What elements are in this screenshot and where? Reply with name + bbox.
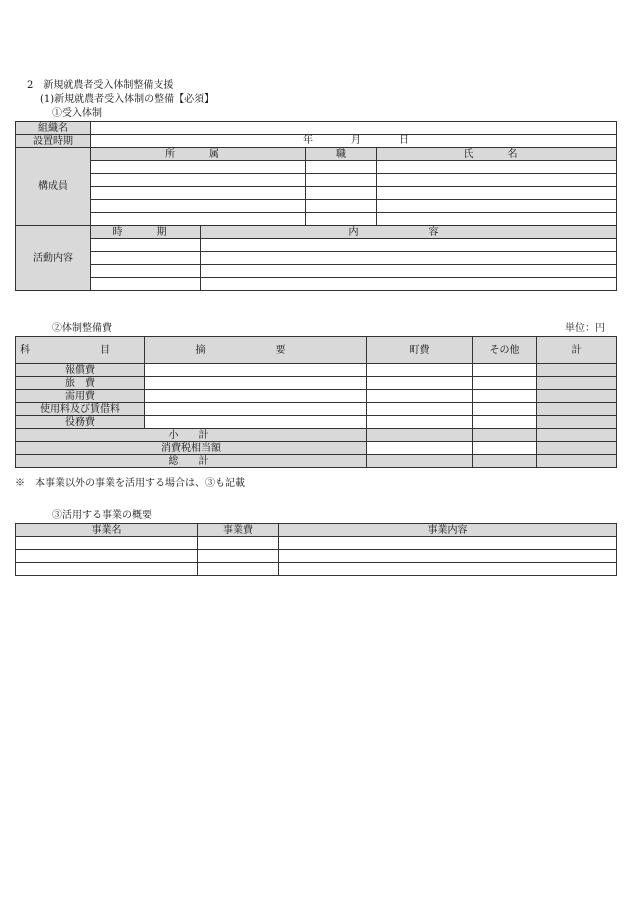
project-name-cell[interactable] — [16, 537, 198, 550]
expense-other-cell[interactable] — [473, 377, 537, 390]
expense-row-label: 旅 費 — [16, 377, 145, 390]
project-cost-cell[interactable] — [198, 550, 279, 563]
subtotal-town-cell — [367, 429, 473, 442]
expense-other-cell[interactable] — [473, 364, 537, 377]
expense-town-cell[interactable] — [367, 377, 473, 390]
subsection-title: (1)新規就農者受入体制の整備【必須】 — [40, 94, 215, 105]
project-name-cell[interactable] — [16, 550, 198, 563]
expense-other-cell[interactable] — [473, 403, 537, 416]
member-name-cell[interactable] — [377, 174, 617, 187]
member-position-cell[interactable] — [306, 200, 377, 213]
part3-title: ③活用する事業の概要 — [52, 510, 152, 521]
project-content-cell[interactable] — [279, 537, 617, 550]
project-cost-cell[interactable] — [198, 537, 279, 550]
name-header: 氏 名 — [377, 148, 617, 161]
member-name-cell[interactable] — [377, 213, 617, 226]
activity-period-cell[interactable] — [91, 265, 201, 278]
activity-content-cell[interactable] — [201, 265, 617, 278]
expense-row-label: 役務費 — [16, 416, 145, 429]
reception-system-table — [15, 121, 617, 291]
expense-table — [15, 336, 617, 468]
project-content-cell[interactable] — [279, 563, 617, 576]
grand-total-label: 総 計 — [16, 455, 367, 468]
expense-town-cell[interactable] — [367, 416, 473, 429]
expense-other-cell[interactable] — [473, 390, 537, 403]
member-position-cell[interactable] — [306, 213, 377, 226]
expense-total-cell — [537, 416, 617, 429]
activity-period-cell[interactable] — [91, 278, 201, 291]
expense-town-cell[interactable] — [367, 403, 473, 416]
project-cost-cell[interactable] — [198, 563, 279, 576]
member-affiliation-cell[interactable] — [91, 200, 306, 213]
expense-summary-cell[interactable] — [145, 377, 367, 390]
project-name-cell[interactable] — [16, 563, 198, 576]
expense-summary-cell[interactable] — [145, 364, 367, 377]
activity-content-cell[interactable] — [201, 239, 617, 252]
expense-total-cell — [537, 364, 617, 377]
project-content-header: 事業内容 — [279, 524, 617, 537]
subtotal-other-cell — [473, 429, 537, 442]
day-label: 日 — [399, 135, 409, 146]
subject-header: 科 目 — [16, 337, 145, 364]
grand-total-other-cell — [473, 455, 537, 468]
member-affiliation-cell[interactable] — [91, 161, 306, 174]
project-cost-header: 事業費 — [198, 524, 279, 537]
expense-total-cell — [537, 390, 617, 403]
year-label: 年 — [303, 135, 313, 146]
content-header: 内 容 — [201, 226, 617, 239]
member-position-cell[interactable] — [306, 174, 377, 187]
expense-row-label: 使用料及び賃借料 — [16, 403, 145, 416]
activity-content-cell[interactable] — [201, 278, 617, 291]
month-label: 月 — [351, 135, 361, 146]
part2-title: ②体制整備費 — [52, 323, 112, 334]
tax-label: 消費税相当額 — [16, 442, 367, 455]
expense-summary-cell[interactable] — [145, 390, 367, 403]
tax-total-cell — [537, 442, 617, 455]
member-name-cell[interactable] — [377, 187, 617, 200]
grand-total-cell — [537, 455, 617, 468]
expense-town-cell[interactable] — [367, 390, 473, 403]
project-name-header: 事業名 — [16, 524, 198, 537]
member-affiliation-cell[interactable] — [91, 174, 306, 187]
expense-row-label: 報償費 — [16, 364, 145, 377]
other-header: その他 — [473, 337, 537, 364]
member-name-cell[interactable] — [377, 200, 617, 213]
expense-summary-cell[interactable] — [145, 403, 367, 416]
member-name-cell[interactable] — [377, 161, 617, 174]
note-text: ※ 本事業以外の事業を活用する場合は、③も記載 — [15, 478, 245, 489]
expense-row-label: 需用費 — [16, 390, 145, 403]
activity-period-cell[interactable] — [91, 252, 201, 265]
period-header: 時 期 — [91, 226, 201, 239]
setup-time-field[interactable] — [91, 135, 617, 148]
affiliation-header: 所 属 — [91, 148, 306, 161]
subtotal-label: 小 計 — [16, 429, 367, 442]
unit-label: 単位：円 — [565, 323, 605, 334]
tax-town-cell[interactable] — [367, 442, 473, 455]
org-name-label: 組織名 — [16, 122, 91, 135]
activity-content-cell[interactable] — [201, 252, 617, 265]
section-title: 2 新規就農者受入体制整備支援 — [27, 80, 174, 91]
part1-title: ①受入体制 — [52, 108, 102, 119]
members-label: 構成員 — [16, 148, 91, 226]
member-position-cell[interactable] — [306, 187, 377, 200]
expense-total-cell — [537, 377, 617, 390]
summary-header: 摘 要 — [145, 337, 367, 364]
position-header: 職 — [306, 148, 377, 161]
activity-label: 活動内容 — [16, 226, 91, 291]
tax-other-cell[interactable] — [473, 442, 537, 455]
expense-other-cell[interactable] — [473, 416, 537, 429]
project-overview-table — [15, 523, 617, 576]
expense-town-cell[interactable] — [367, 364, 473, 377]
activity-period-cell[interactable] — [91, 239, 201, 252]
town-cost-header: 町費 — [367, 337, 473, 364]
expense-summary-cell[interactable] — [145, 416, 367, 429]
member-position-cell[interactable] — [306, 161, 377, 174]
total-header: 計 — [537, 337, 617, 364]
subtotal-total-cell — [537, 429, 617, 442]
member-affiliation-cell[interactable] — [91, 213, 306, 226]
grand-total-town-cell — [367, 455, 473, 468]
project-content-cell[interactable] — [279, 550, 617, 563]
expense-total-cell — [537, 403, 617, 416]
member-affiliation-cell[interactable] — [91, 187, 306, 200]
setup-time-label: 設置時期 — [16, 135, 91, 148]
org-name-field[interactable] — [91, 122, 617, 135]
